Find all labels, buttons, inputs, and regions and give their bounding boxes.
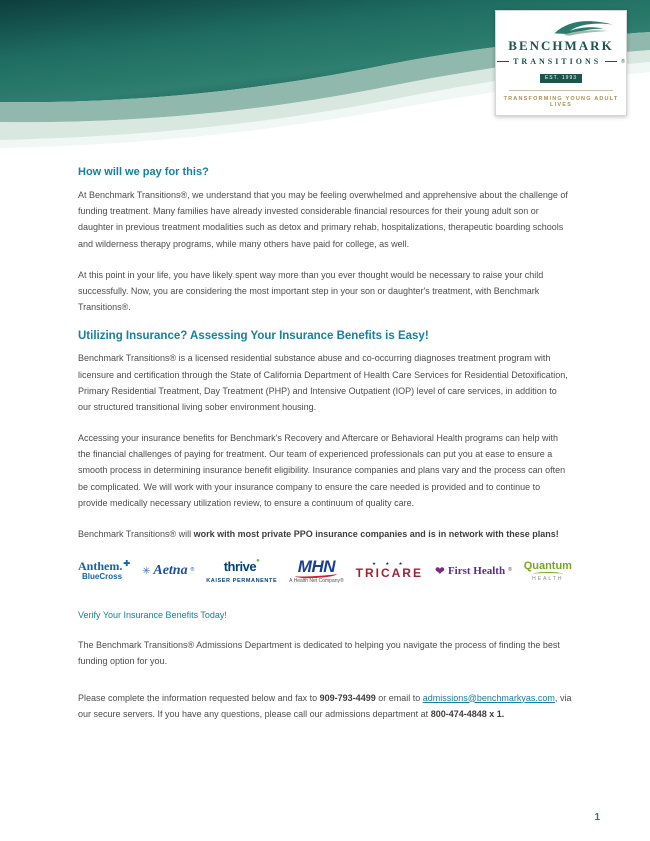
heading-utilizing-insurance: Utilizing Insurance? Assessing Your Insurance Benefits is Easy!	[78, 330, 429, 343]
contact-text-1: Please complete the information requested below and fax to	[78, 692, 320, 703]
insurance-logo-aetna	[142, 563, 194, 578]
logo-rule-left	[497, 61, 509, 62]
header-wave-graphic	[0, 0, 650, 150]
logo-tagline: TRANSFORMING YOUNG ADULT LIVES	[503, 96, 619, 108]
thrive-dot-icon: ●	[256, 558, 260, 565]
bluecross-label: BlueCross	[82, 572, 123, 582]
paragraph-accessing-benefits: Accessing your insurance benefits for Benchmark's Recovery and Aftercare or Behavioral Health programs can help with the financial challenges of paying for treatment. Our team of experienced professionals can put you at ease to ensure a smooth process in determining insurance benefit eligibility. Insurance companies and plans vary and the process can often be complicated. We will work with your insurance company to ensure the care needed is provided and to continue to provide medically necessary utilization review, to ensure a continuum of quality care.	[78, 433, 566, 508]
paragraph-contact	[78, 690, 572, 722]
aetna-mark-icon: ✳	[141, 565, 151, 577]
quantum-health-label: HEALTH	[532, 575, 564, 582]
admissions-email-link[interactable]: admissions@benchmarkyas.com	[422, 692, 555, 703]
logo-brand-subname-row	[496, 57, 626, 66]
heading-how-will-we-pay: How will we pay for this?	[78, 166, 209, 178]
admissions-phone-number: 800-474-4848 x 1.	[430, 708, 505, 719]
ppo-text-normal: Benchmark Transitions® will	[78, 529, 194, 539]
logo-est-badge: EST. 1993	[540, 74, 582, 83]
document-body	[0, 150, 650, 722]
eagle-icon	[496, 15, 626, 37]
paragraph-funding-2: At this point in your life, you have likely spent way more than you ever thought would be necessary to raise your child successfully. Now, you are considering the most important step in your son or daughter's treatment, with Benchmark Transitions®.	[78, 269, 544, 313]
insurance-logo-anthem-bluecross	[78, 560, 130, 582]
aetna-registered-mark: ®	[190, 567, 195, 574]
mhn-label: MHN	[297, 556, 336, 576]
logo-brand-name: BENCHMARK	[508, 38, 614, 53]
contact-text-2: or email to	[375, 692, 423, 703]
logo-divider	[509, 90, 613, 91]
anthem-cross-icon: ✚	[123, 559, 131, 569]
insurance-logo-quantum-health	[524, 560, 572, 583]
anthem-label: Anthem.	[78, 559, 123, 574]
paragraph-funding-1: At Benchmark Transitions®, we understand that you may be feeling overwhelmed and apprehensive about the challenge of funding treatment. Many families have already invested considerable financial resources for their young adult son or daughter in previous treatment modalities such as detox and primary rehab, hospitalizations, therapeutic boarding schools and wilderness therapy programs, while many others have paid for college, as well.	[78, 190, 568, 249]
logo-rule-right	[605, 61, 617, 62]
registered-mark: ®	[621, 58, 625, 65]
ppo-text-bold: work with most private PPO insurance companies and is in network with these plans!	[193, 529, 559, 539]
paragraph-ppo-network	[78, 526, 572, 542]
aetna-label: Aetna	[153, 563, 188, 579]
first-health-registered-mark: ®	[508, 567, 512, 574]
contact-text-3: , via our secure servers. If you have any questions, please call our admissions department at	[78, 692, 572, 719]
paragraph-licensure: Benchmark Transitions® is a licensed residential substance abuse and co-occurring diagnoses treatment program with licensure and certification through the State of California Department of Health Care Services for Residential Detoxification, Primary Residential Treatment, Day Treatment (PHP) and Intensive Outpatient (IOP) level of care services, in addition to our structured transitional living sober environment housing.	[78, 353, 568, 412]
insurance-logo-tricare	[356, 562, 423, 580]
thrive-label: thrive	[223, 559, 257, 575]
kaiser-permanente-label: KAISER PERMANENTE	[206, 577, 278, 584]
insurance-logo-thrive-kaiser	[206, 558, 277, 584]
page-number: 1	[594, 812, 600, 823]
insurance-logos-strip	[78, 552, 572, 590]
paragraph-admissions-department: The Benchmark Transitions® Admissions Department is dedicated to helping you navigate the process of finding the best funding option for you.	[78, 640, 560, 667]
benchmark-logo	[495, 10, 627, 116]
logo-brand-subname: TRANSITIONS	[513, 57, 602, 66]
health-net-label: A Health Net Company®	[289, 578, 344, 585]
verify-benefits-link[interactable]: Verify Your Insurance Benefits Today!	[78, 610, 227, 621]
first-health-heart-icon: ❤	[434, 563, 445, 578]
insurance-logo-first-health	[435, 565, 512, 578]
tricare-stars-icon: ★ ★ ★	[371, 561, 407, 567]
first-health-label: First Health	[447, 565, 506, 578]
fax-number: 909-793-4499	[319, 692, 376, 703]
quantum-label: Quantum	[523, 559, 572, 572]
insurance-logo-mhn	[289, 558, 344, 585]
tricare-label: TRICARE	[355, 566, 423, 581]
